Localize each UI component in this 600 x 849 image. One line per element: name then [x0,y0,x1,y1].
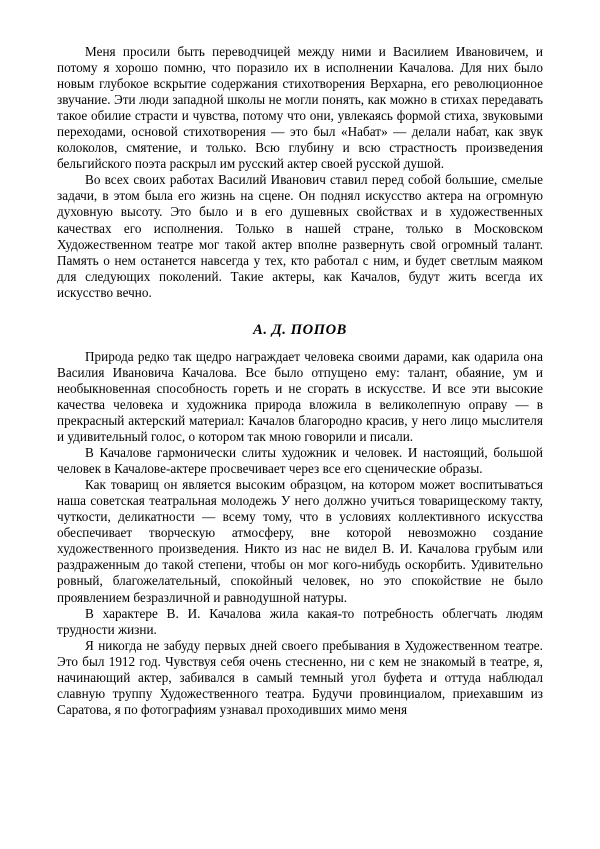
paragraph: Я никогда не забуду первых дней своего пребывания в Художественном театре. Это был 1912 год. Чувствуя себя очень стесненно, ни с кем не знакомый в театре, я, начинающий актер, забивался в самый темный угол буфета и оттуда наблюдал славную труппу Художественного театра. Будучи провинциалом, приехавшим из Саратова, я по фотографиям узнавал проходивших мимо меня [57,637,543,717]
paragraph: Меня просили быть переводчицей между ними и Василием Ивановичем, и потому я хорошо помню, что поразило их в исполнении Качалова. Для них было новым глубокое вскрытие содержания стихотворения Верхарна, его революционное звучание. Эти люди западной школы не могли понять, как можно в стихах передавать такое обилие страсти и чувства, потому что они, увлекаясь формой стиха, звуковыми переходами, основой стихотворения — это был «Набат» — делали набат, как звук колоколов, смятение, и только. Всю глубину и всю страстность произведения бельгийского поэта раскрыл им русский актер своей русской душой. [57,44,543,172]
paragraph: Во всех своих работах Василий Иванович ставил перед собой большие, смелые задачи, в этом была его жизнь на сцене. Он поднял искусство актера на огромную духовную высоту. Это было и в его душевных свойствах и в художественных качествах его исполнения. Только в нашей стране, только в Московском Художественном театре мог такой актер вполне развернуть свой огромный талант. Память о нем останется навсегда у тех, кто работал с ним, и будет светлым маяком для следующих поколений. Такие актеры, как Качалов, будут жить всегда их искусство вечно. [57,172,543,300]
heading-spacer-above [57,301,543,322]
section-heading: А. Д. ПОПОВ [253,321,347,338]
paragraph: Природа редко так щедро награждает человека своими дарами, как одарила она Василия Ивановича Качалова. Все было отпущено ему: талант, обаяние, ум и необыкновенная способность гореть и не сгорать в искусстве. И все эти высокие качества человека и художника природа вложила в великолепную оправу — в прекрасный актерский материал: Качалов благородно красив, у него лицо мыслителя и удивительный голос, о котором так мною говорили и писали. [57,348,543,445]
text-block [57,44,543,718]
heading-spacer-below [57,338,543,349]
paragraph: Как товарищ он является высоким образцом, на котором может воспитываться наша советская театральная молодежь У него должно учиться товарищескому такту, чуткости, деликатности — всему тому, что в условиях коллективного искусства обеспечивает творческую атмосферу, вне которой невозможно создание художественного произведения. Никто из нас не видел В. И. Качалова грубым или раздраженным до такой степени, чтобы он мог кого-нибудь оскорбить. Удивительно ровный, благожелательный, спокойный человек, но это спокойствие не было проявлением безразличной и равнодушной натуры. [57,477,543,605]
paragraph: В Качалове гармонически слиты художник и человек. И настоящий, большой человек в Качалове-актере просвечивает через все его сценические образы. [57,445,543,477]
paragraph: В характере В. И. Качалова жила какая-то потребность облегчать людям трудности жизни. [57,605,543,637]
